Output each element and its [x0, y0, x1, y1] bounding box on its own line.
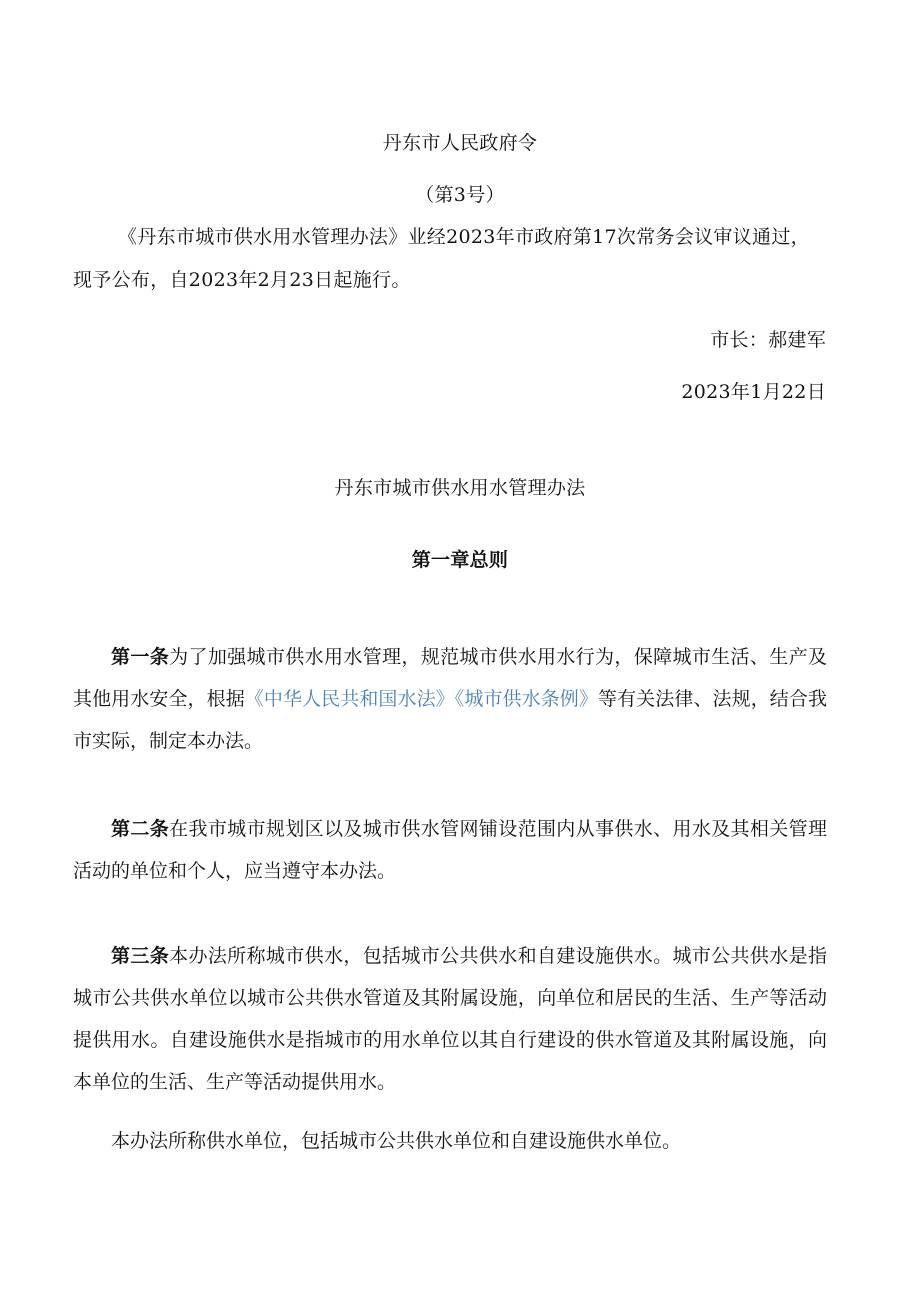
article-3-text: 本办法所称城市供水，包括城市公共供水和自建设施供水。城市公共供水是指城市公共供水单位以城市公共供水管道及其附属设施，向单位和居民的生活、生产等活动提供用水。自建设施供水是指城市的用水单位以其自行建设的供水管道及其附属设施，向本单位的生活、生产等活动提供用水。	[73, 945, 827, 1093]
decree-title: 丹东市人民政府令	[382, 132, 538, 154]
article-1	[73, 636, 827, 762]
urban-water-supply-regulation-link[interactable]: 《城市供水条例》	[454, 688, 598, 710]
article-2-label: 第二条	[111, 818, 170, 840]
regulation-title: 丹东市城市供水用水管理办法	[334, 477, 586, 499]
article-1-text-a: 为了加强城市供水用水管理，规范城市供水用水行为，保障城市生活、生产及其他用水安全，根据	[73, 646, 827, 710]
article-3-label: 第三条	[111, 945, 170, 967]
chapter-heading: 第一章总则	[411, 549, 509, 571]
decree-body-line1: 《丹东市城市供水用水管理办法》业经2023年市政府第17次常务会议审议通过，	[118, 226, 810, 248]
article-1-text-b: 等有关法律、法规，结合我市实际，制定本办法。	[73, 688, 827, 752]
water-law-link[interactable]: 《中华人民共和国水法》	[244, 688, 455, 710]
article-3	[73, 935, 827, 1103]
decree-number: （第3号）	[415, 184, 505, 206]
decree-signature: 市长：郝建军	[710, 329, 826, 351]
article-2-text: 在我市城市规划区以及城市供水管网铺设范围内从事供水、用水及其相关管理活动的单位和个人，应当遵守本办法。	[73, 818, 827, 882]
decree-body-line2: 现予公布，自2023年2月23日起施行。	[73, 269, 411, 291]
article-1-label: 第一条	[111, 646, 170, 668]
decree-date: 2023年1月22日	[681, 381, 826, 403]
article-2	[73, 808, 827, 892]
article-3-paragraph-2: 本办法所称供水单位，包括城市公共供水单位和自建设施供水单位。	[111, 1130, 682, 1152]
